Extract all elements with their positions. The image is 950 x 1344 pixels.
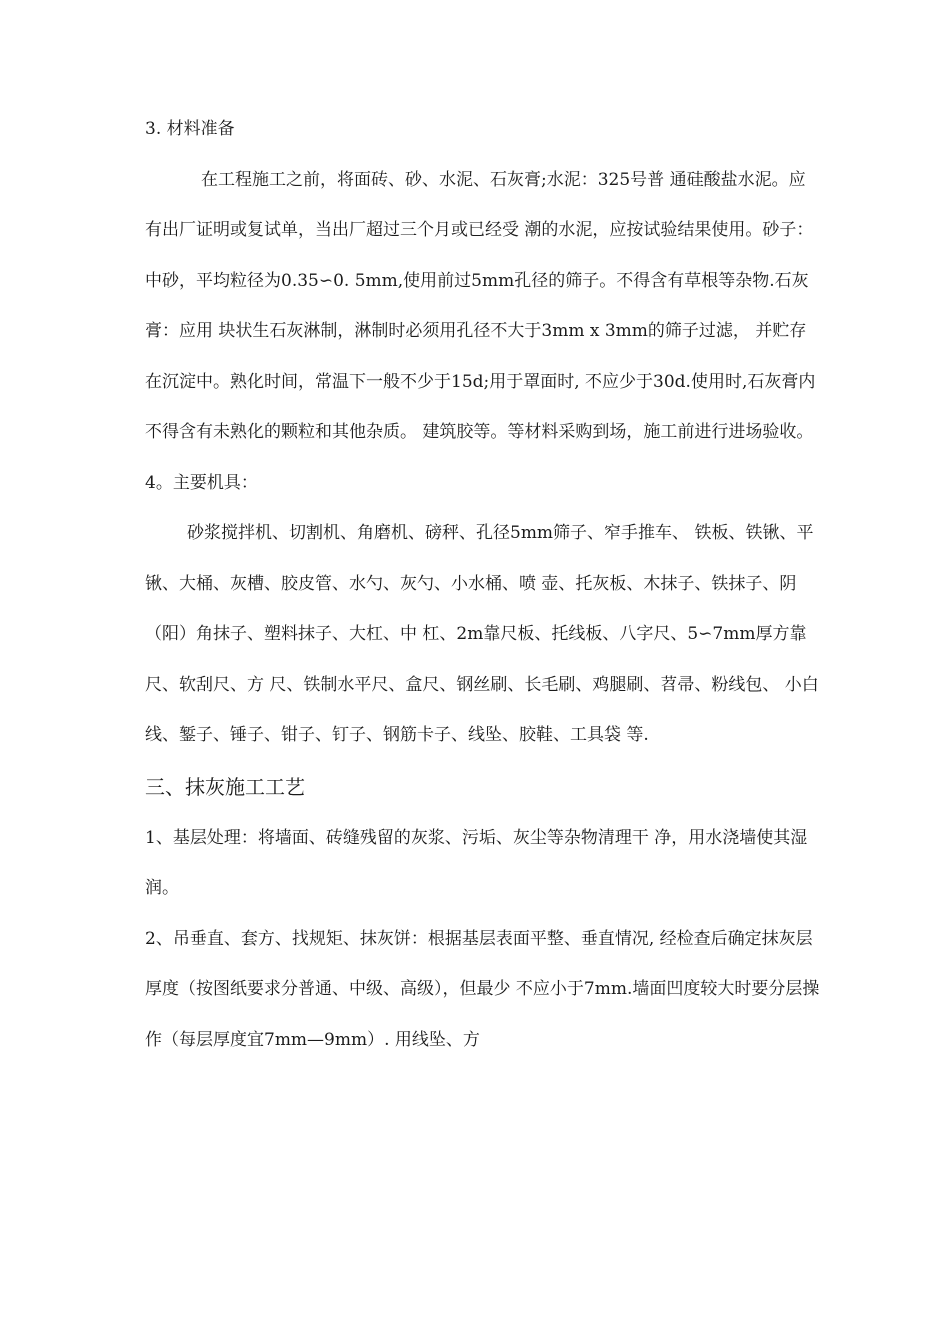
heading-tools: 4。主要机具： (145, 472, 258, 493)
paragraph-materials: 在工程施工之前，将面砖、砂、水泥、石灰膏;水泥：325号普 通硅酸盐水泥。应有出厂证明或复试单，当出厂超过三个月或已经受 潮的水泥，应按试验结果使用。砂子：中砂，平均粒径为0.35∽0. 5mm,使用前过5mm孔径的筛子。不得含有草根等杂物.石灰膏：应用 块状生石灰淋制，淋制时必须用孔径不大于3mm x 3mm的筛子过滤， 并贮存在沉淀中。熟化时间，常温下一般不少于15d;用于罩面时, 不应少于30d.使用时,石灰膏内不得含有未熟化的颗粒和其他杂质。 建筑胶等。等材料采购到场，施工前进行进场验收。 (145, 169, 816, 442)
paragraph-tools: 砂浆搅拌机、切割机、角磨机、磅秤、孔径5mm筛子、窄手推车、 铁板、铁锹、平锹、大桶、灰槽、胶皮管、水勺、灰勺、小水桶、喷 壶、托灰板、木抹子、铁抹子、阴（阳）角抹子、塑料抹子、大杠、中 杠、2m靠尺板、托线板、八字尺、5∽7mm厚方靠尺、软刮尺、方 尺、铁制水平尺、盒尺、钢丝刷、长毛刷、鸡腿刷、苕帚、粉线包、 小白线、錾子、锤子、钳子、钉子、钢筋卡子、线坠、胶鞋、工具袋 等. (145, 523, 819, 745)
section-title-plastering: 三、抹灰施工工艺 (145, 774, 305, 799)
paragraph-step-2: 2、吊垂直、套方、找规矩、抹灰饼：根据基层表面平整、垂直情况, 经检查后确定抹灰层厚度（按图纸要求分普通、中级、高级），但最少 不应小于7mm.墙面凹度较大时要分层操作（每层厚度宜7mm—9mm）. 用线坠、方 (145, 928, 820, 1050)
heading-materials: 3. 材料准备 (145, 119, 235, 139)
document-body (145, 104, 820, 1065)
paragraph-step-1: 1、基层处理：将墙面、砖缝残留的灰浆、污垢、灰尘等杂物清理干 净，用水浇墙使其湿润。 (145, 827, 808, 898)
